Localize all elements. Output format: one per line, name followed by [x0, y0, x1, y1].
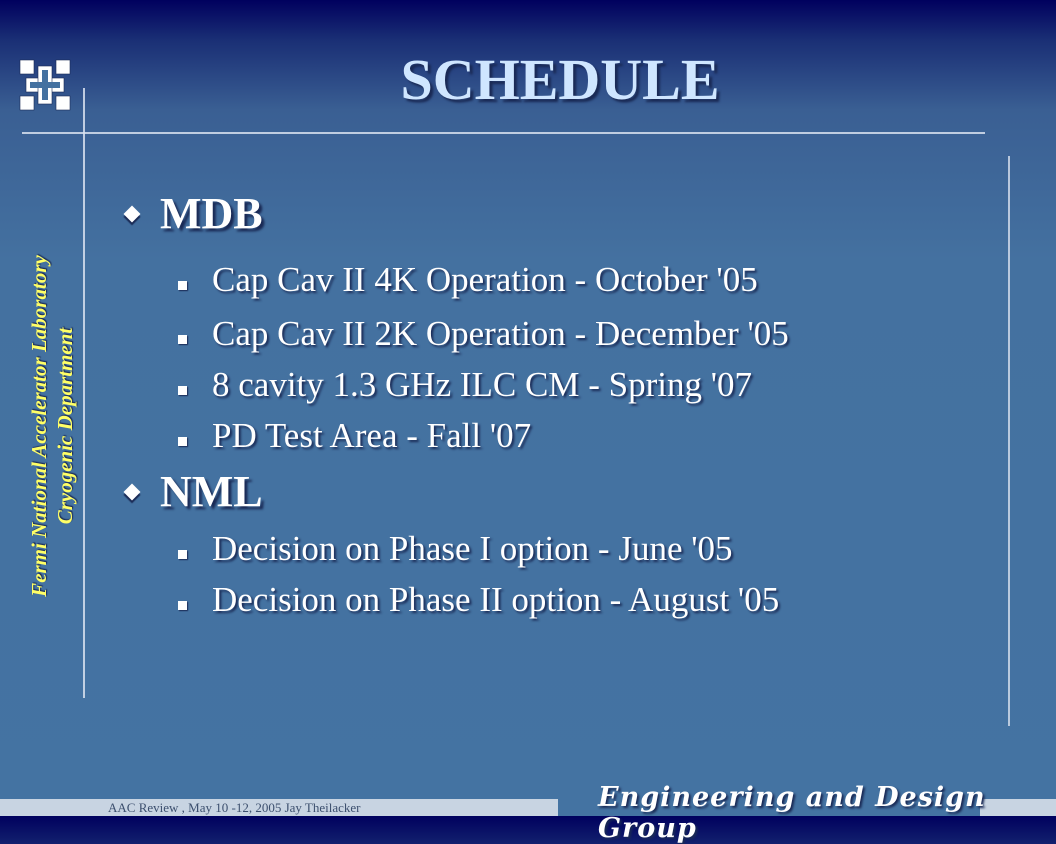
list-item-text: 8 cavity 1.3 GHz ILC CM - Spring '07: [212, 365, 753, 404]
list-item: [178, 260, 758, 300]
square-bullet-icon: [178, 386, 187, 395]
list-item-text: Decision on Phase I option - June '05: [212, 529, 733, 568]
list-item-text: Cap Cav II 4K Operation - October '05: [212, 260, 758, 299]
section-heading-text: NML: [160, 467, 263, 516]
square-bullet-icon: [178, 281, 187, 290]
square-bullet-icon: [178, 550, 187, 559]
section-heading-mdb: [126, 188, 263, 239]
footer-review-info: AAC Review , May 10 -12, 2005 Jay Theilacker: [108, 800, 361, 815]
sidebar-department-name: Cryogenic Department: [53, 327, 77, 525]
section-heading-nml: [126, 466, 263, 517]
list-item-text: Cap Cav II 2K Operation - December '05: [212, 314, 789, 353]
list-item: [178, 365, 752, 405]
sidebar-lab-name: Fermi National Accelerator Laboratory: [27, 255, 51, 597]
list-item: [178, 529, 733, 569]
slide-title: SCHEDULE: [400, 47, 720, 112]
left-divider-line: [83, 88, 85, 698]
list-item: [178, 416, 531, 456]
diamond-bullet-icon: [124, 483, 141, 500]
list-item-text: Decision on Phase II option - August '05: [212, 580, 780, 619]
section-heading-text: MDB: [160, 189, 263, 238]
right-divider-line: [1008, 156, 1010, 726]
title-divider-line: [22, 132, 985, 134]
list-item-text: PD Test Area - Fall '07: [212, 416, 532, 455]
diamond-bullet-icon: [124, 205, 141, 222]
sidebar-organization-label: [26, 196, 78, 656]
footer-group-name: Engineering and Design Group: [598, 782, 986, 844]
list-item: [178, 580, 779, 620]
list-item: [178, 314, 789, 354]
square-bullet-icon: [178, 437, 187, 446]
square-bullet-icon: [178, 335, 187, 344]
square-bullet-icon: [178, 601, 187, 610]
